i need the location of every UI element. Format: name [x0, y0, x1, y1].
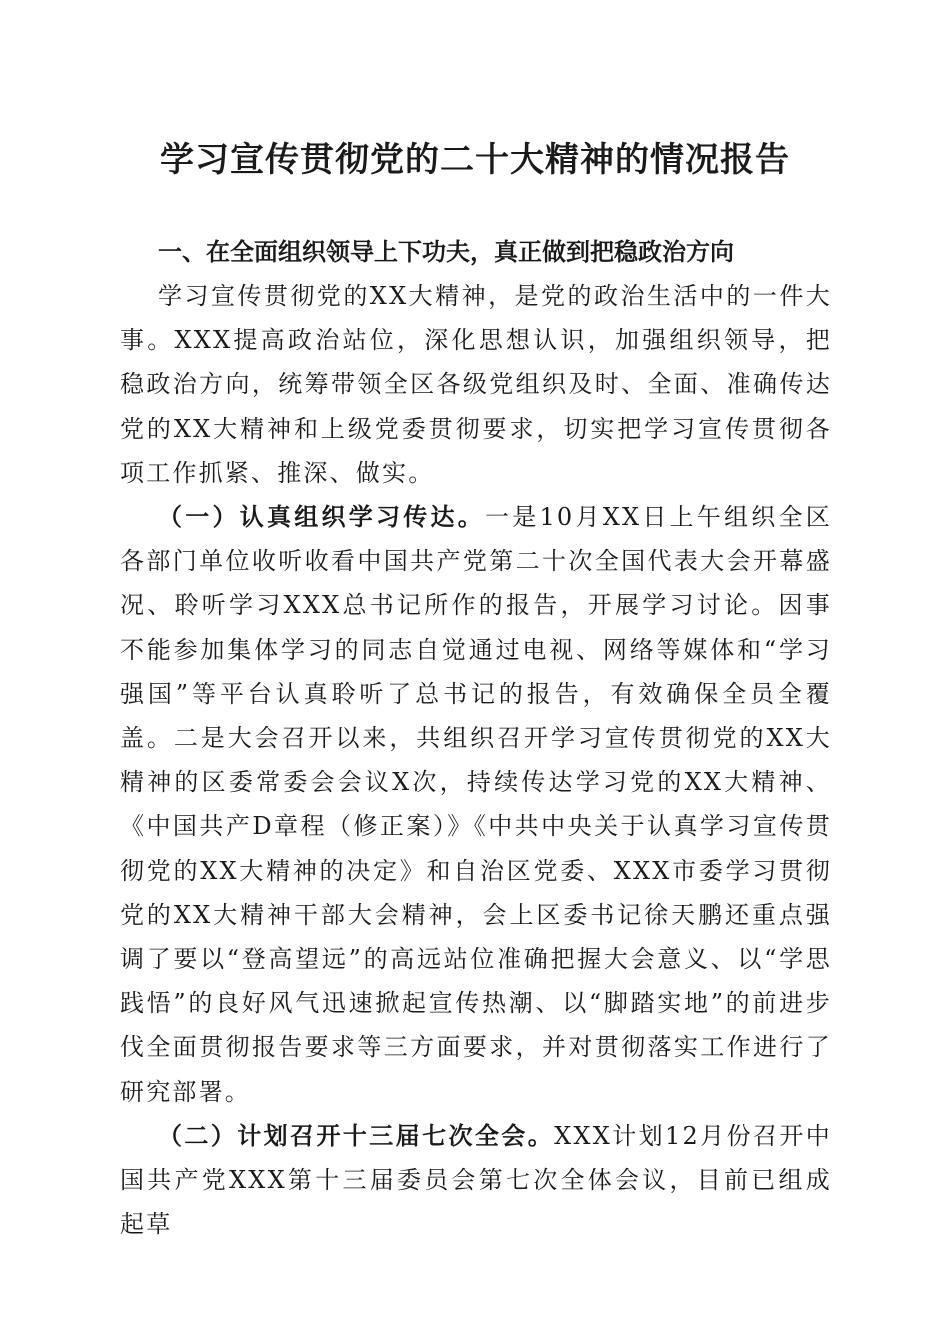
item-2-text: XXX计划12月份召开中国共产党XXX第十三届委员会第七次全体会议，目前已组成起草: [120, 1121, 833, 1239]
item-1-text: 一是10月XX日上午组织全区各部门单位收听收看中国共产党第二十次全国代表大会开幕盛况、聆听学习XXX总书记所作的报告，开展学习讨论。因事不能参加集体学习的同志自觉通过电视、网络等媒体和“学习强国”等平台认真聆听了总书记的报告，有效确保全员全覆盖。二是大会召开以来，共组织召开学习宣传贯彻党的XX大精神的区委常委会会议X次，持续传达学习党的XX大精神、《中国共产D章程（修正案）》《中共中央关于认真学习宣传贯彻党的XX大精神的决定》和自治区党委、XXX市委学习贯彻党的XX大精神干部大会精神，会上区委书记徐天鹏还重点强调了要以“登高望远”的高远站位准确把握大会意义、以“学思践悟”的良好风气迅速掀起宣传热潮、以“脚踏实地”的前进步伐全面贯彻报告要求等三方面要求，并对贯彻落实工作进行了研究部署。: [120, 503, 832, 1106]
document-body: [120, 230, 832, 1246]
section-heading: 一、在全面组织领导上下功夫，真正做到把稳政治方向: [158, 238, 734, 266]
intro-paragraph: 学习宣传贯彻党的XX大精神，是党的政治生活中的一件大事。XXX提高政治站位，深化思想认识，加强组织领导，把稳政治方向，统筹带领全区各级党组织及时、全面、准确传达党的XX大精神和上级党委贯彻要求，切实把学习宣传贯彻各项工作抓紧、推深、做实。: [120, 282, 832, 487]
item-2-paragraph: [120, 1114, 832, 1247]
item-2-lead: （二）计划召开十三届七次全会。: [158, 1120, 555, 1150]
document-title: 学习宣传贯彻党的二十大精神的情况报告: [160, 140, 790, 180]
item-1-lead: （一）认真组织学习传达。: [158, 502, 485, 532]
item-1-paragraph: [120, 495, 832, 1114]
